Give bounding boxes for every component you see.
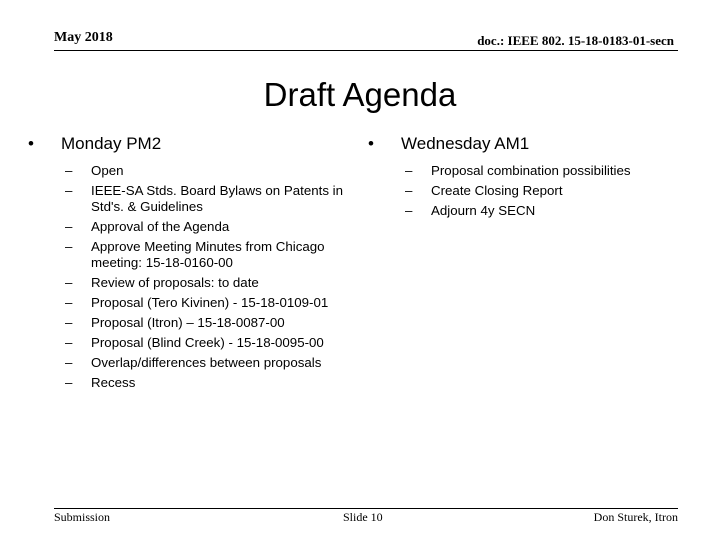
list-item xyxy=(28,355,358,371)
list-item xyxy=(28,335,358,351)
list-item xyxy=(28,315,358,331)
slide-title: Draft Agenda xyxy=(263,76,457,113)
dash-icon: – xyxy=(65,219,73,234)
right-agenda-list xyxy=(368,163,668,219)
list-item-text: Recess xyxy=(91,375,136,390)
dash-icon: – xyxy=(65,163,73,178)
dash-icon: – xyxy=(65,335,73,350)
dash-icon: – xyxy=(65,295,73,310)
footer-submission: Submission xyxy=(54,510,111,524)
list-item-text: IEEE-SA Stds. Board Bylaws on Patents in Std's. & Guidelines xyxy=(91,183,344,214)
dash-icon: – xyxy=(405,183,413,198)
dash-icon: – xyxy=(405,163,413,178)
left-heading-row xyxy=(28,133,358,155)
footer-slide-number: Slide 10 xyxy=(343,510,383,524)
list-item xyxy=(368,183,668,199)
left-column xyxy=(28,133,358,395)
list-item xyxy=(28,183,358,215)
list-item xyxy=(368,163,668,179)
list-item-text: Open xyxy=(91,163,124,178)
list-item xyxy=(28,375,358,391)
dash-icon: – xyxy=(65,239,73,254)
list-item-text: Approval of the Agenda xyxy=(91,219,230,234)
list-item xyxy=(28,295,358,311)
list-item-text: Review of proposals: to date xyxy=(91,275,259,290)
list-item-text: Proposal (Blind Creek) - 15-18-0095-00 xyxy=(91,335,324,350)
dash-icon: – xyxy=(65,355,73,370)
list-item xyxy=(28,163,358,179)
list-item-text: Overlap/differences between proposals xyxy=(91,355,322,370)
list-item xyxy=(28,275,358,291)
header-date: May 2018 xyxy=(54,30,113,45)
right-heading-row xyxy=(368,133,668,155)
left-agenda-list xyxy=(28,163,358,391)
list-item-text: Proposal combination possibilities xyxy=(431,163,631,178)
list-item xyxy=(28,219,358,235)
left-heading: Monday PM2 xyxy=(61,134,162,153)
header-doc-id: doc.: IEEE 802. 15-18-0183-01-secn xyxy=(477,33,674,48)
right-column xyxy=(368,133,668,223)
list-item xyxy=(368,203,668,219)
dash-icon: – xyxy=(65,275,73,290)
list-item-text: Approve Meeting Minutes from Chicago meeting: 15-18-0160-00 xyxy=(91,239,325,270)
header-divider xyxy=(54,50,678,51)
list-item xyxy=(28,239,358,271)
footer-author: Don Sturek, Itron xyxy=(593,510,678,524)
right-heading: Wednesday AM1 xyxy=(401,134,530,153)
dash-icon: – xyxy=(65,315,73,330)
bullet-icon: • xyxy=(368,134,374,153)
list-item-text: Proposal (Itron) – 15-18-0087-00 xyxy=(91,315,285,330)
dash-icon: – xyxy=(405,203,413,218)
list-item-text: Proposal (Tero Kivinen) - 15-18-0109-01 xyxy=(91,295,329,310)
dash-icon: – xyxy=(65,183,73,198)
bullet-icon: • xyxy=(28,134,34,153)
list-item-text: Adjourn 4y SECN xyxy=(431,203,536,218)
list-item-text: Create Closing Report xyxy=(431,183,563,198)
dash-icon: – xyxy=(65,375,73,390)
footer-divider xyxy=(54,508,678,509)
